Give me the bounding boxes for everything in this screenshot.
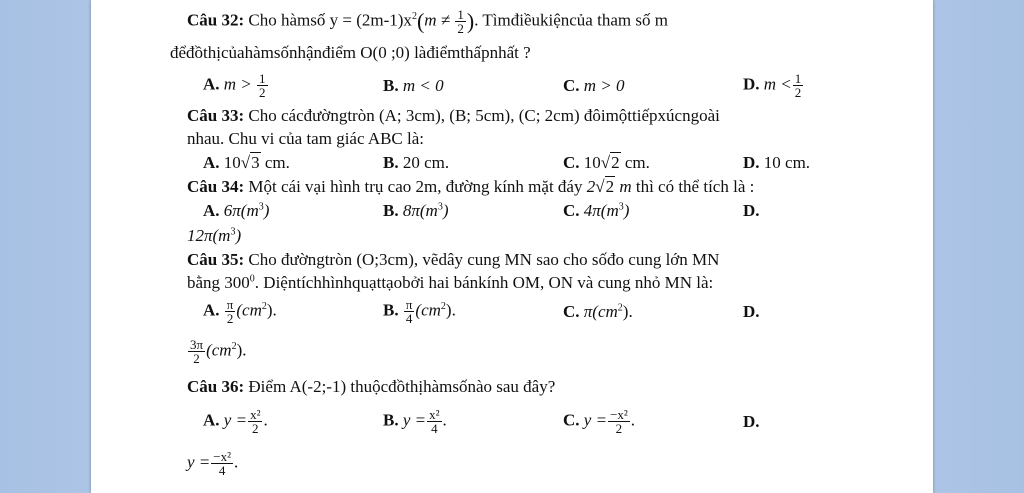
q32-option-a: A. m > $\frac{1}{2}$ xyxy=(203,71,266,100)
question-text-tail: . Tìmđiềukiệncủa tham số m xyxy=(474,10,668,30)
q35-option-a: A. $\frac{\pi}{2}$ $(cm^2)$. xyxy=(203,297,277,326)
question-35-line2: bằng $300^0$. Diệntíchhìnhquạttạobởi hai bánkính OM, ON và cung nhỏ MN là: xyxy=(187,273,714,292)
q36-option-b: B. y = $\frac{\text{x²}}{4}$ . xyxy=(383,407,447,436)
q34-option-c: C. $4\pi(m^3)$ xyxy=(563,201,630,220)
q36-option-d-value: y = $\frac{\text{−x²}}{4}$ . xyxy=(187,449,239,478)
question-32: Câu 32: Cho hàmsố $y = (2m-1)x^2(m$ ≠ $\frac{1}{2}$ ). Tìmđiềukiệncủa tham số m xyxy=(187,7,668,36)
q35-option-d-value: $\frac{3\pi}{2}$ $(cm^2)$. xyxy=(190,337,247,366)
q33-option-d: D. 10 cm. xyxy=(743,153,811,172)
question-33-line2: nhau. Chu vi của tam giác ABC là: xyxy=(187,129,425,148)
question-text: Cho hàmsố y = (2m-1)x xyxy=(248,10,412,30)
q33-option-a: A. 10√3 cm. xyxy=(203,153,290,172)
document-page xyxy=(91,0,933,493)
q34-option-b: B. $8\pi(m^3)$ xyxy=(383,201,449,220)
q32-option-c: C. m > 0 xyxy=(563,76,625,95)
q35-option-c: C. $\pi(cm^2)$. xyxy=(563,302,633,321)
q33-option-c: C. 10√2 cm. xyxy=(563,153,650,172)
question-36: Câu 36: Điểm A(-2;-1) thuộcđồthịhàmsốnào sau đây? xyxy=(187,377,556,396)
q34-option-d: D. xyxy=(743,201,760,220)
q34-option-d-value: $12\pi(m^3)$ xyxy=(187,226,242,245)
question-label: Câu 32: xyxy=(187,10,245,30)
question-33: Câu 33: Cho cácđườngtròn (A; 3cm), (B; 5cm), (C; 2cm) đôimộttiếpxúcngoài xyxy=(187,106,720,125)
question-32-line2: đểđồthịcủahàmsốnhậnđiểm O(0 ;0) làđiểmthấpnhất ? xyxy=(170,43,531,62)
q34-option-a: A. $6\pi(m^3)$ xyxy=(203,201,270,220)
q36-option-a: A. y = $\frac{\text{x²}}{2}$ . xyxy=(203,407,268,436)
q36-option-c: C. y = $\frac{\text{−x²}}{2}$ . xyxy=(563,407,636,436)
q35-option-b: B. $\frac{\pi}{4}$ $(cm^2)$. xyxy=(383,297,456,326)
q32-option-b: B. m < 0 xyxy=(383,76,444,95)
fraction: $\frac{1}{2}$ xyxy=(457,7,464,36)
q36-option-d: D. xyxy=(743,412,760,431)
condition: m ≠ xyxy=(424,10,451,30)
exponent: 2 xyxy=(411,10,417,22)
question-34: Câu 34: Một cái vại hình trụ cao 2m, đường kính mặt đáy 2√2 m thì có thể tích là : xyxy=(187,177,755,196)
q32-option-d: D. m < $\frac{1}{2}$ xyxy=(743,71,802,100)
q35-option-d: D. xyxy=(743,302,760,321)
question-35: Câu 35: Cho đườngtròn (O;3cm), vẽdây cung MN sao cho sốđo cung lớn MN xyxy=(187,250,720,269)
q33-option-b: B. 20 cm. xyxy=(383,153,450,172)
